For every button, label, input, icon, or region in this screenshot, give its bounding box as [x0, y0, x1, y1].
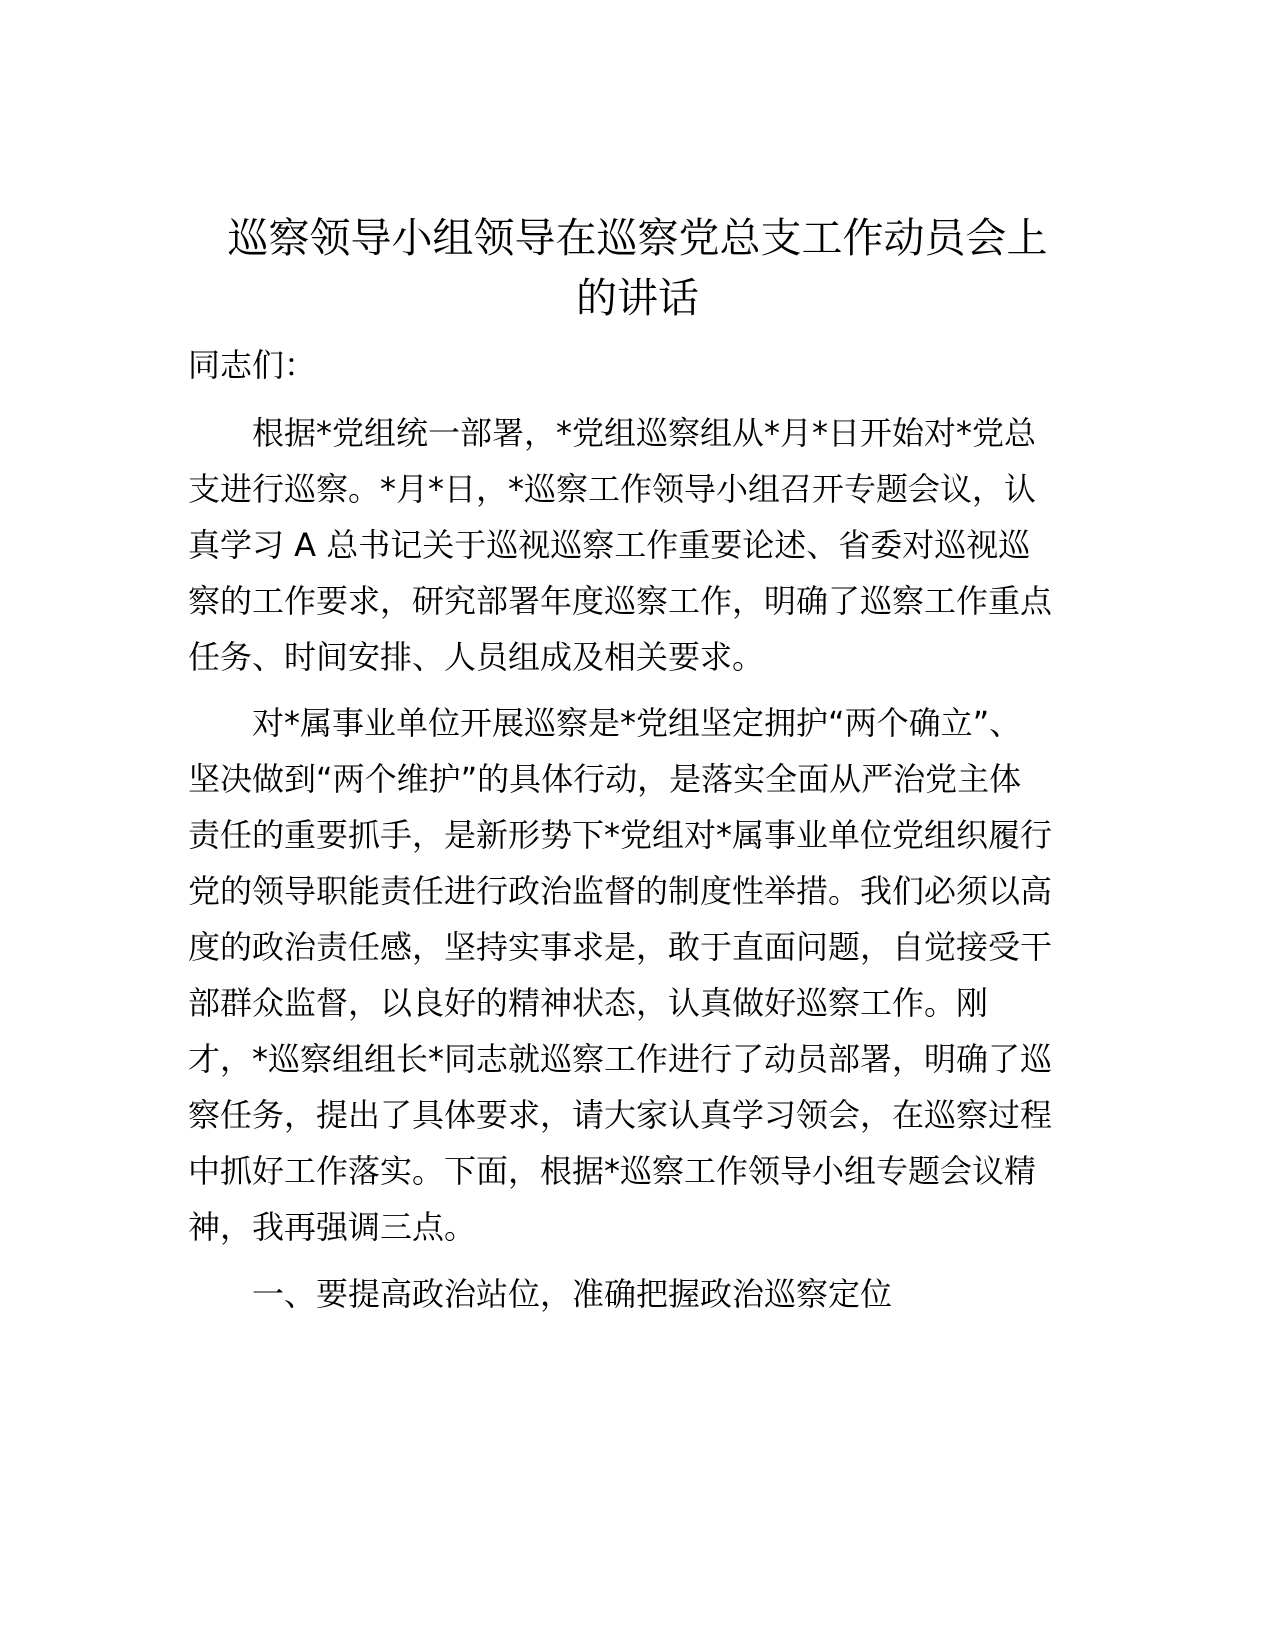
document-title-line-2: 的讲话 — [576, 274, 699, 322]
paragraph-1-line-5: 任务、时间安排、人员组成及相关要求。 — [188, 638, 765, 676]
paragraph-2-line-2: 坚决做到“两个维护”的具体行动，是落实全面从严治党主体 — [188, 760, 1022, 798]
paragraph-1-line-3: 真学习 A 总书记关于巡视巡察工作重要论述、省委对巡视巡 — [188, 526, 1031, 564]
paragraph-2-line-1: 对*属事业单位开展巡察是*党组坚定拥护“两个确立”、 — [252, 704, 1022, 742]
paragraph-1-line-4: 察的工作要求，研究部署年度巡察工作，明确了巡察工作重点 — [188, 582, 1053, 620]
paragraph-2-line-4: 党的领导职能责任进行政治监督的制度性举措。我们必须以高 — [188, 872, 1053, 910]
paragraph-2-line-9: 中抓好工作落实。下面，根据*巡察工作领导小组专题会议精 — [188, 1152, 1037, 1190]
paragraph-2-line-10: 神，我再强调三点。 — [188, 1208, 477, 1246]
paragraph-2-line-5: 度的政治责任感，坚持实事求是，敢于直面问题，自觉接受干 — [188, 928, 1053, 966]
document-title-line-1: 巡察领导小组领导在巡察党总支工作动员会上 — [227, 214, 1048, 262]
paragraph-1-line-2: 支进行巡察。*月*日，*巡察工作领导小组召开专题会议，认 — [188, 470, 1037, 508]
paragraph-2-line-8: 察任务，提出了具体要求，请大家认真学习领会，在巡察过程 — [188, 1096, 1053, 1134]
section-heading-1: 一、要提高政治站位，准确把握政治巡察定位 — [252, 1275, 893, 1313]
paragraph-2-line-7: 才，*巡察组组长*同志就巡察工作进行了动员部署，明确了巡 — [188, 1040, 1053, 1078]
paragraph-1-line-1: 根据*党组统一部署，*党组巡察组从*月*日开始对*党总 — [252, 414, 1037, 452]
salutation: 同志们： — [188, 346, 317, 384]
paragraph-2-line-6: 部群众监督，以良好的精神状态，认真做好巡察工作。刚 — [188, 984, 989, 1022]
paragraph-2-line-3: 责任的重要抓手，是新形势下*党组对*属事业单位党组织履行 — [188, 816, 1053, 854]
